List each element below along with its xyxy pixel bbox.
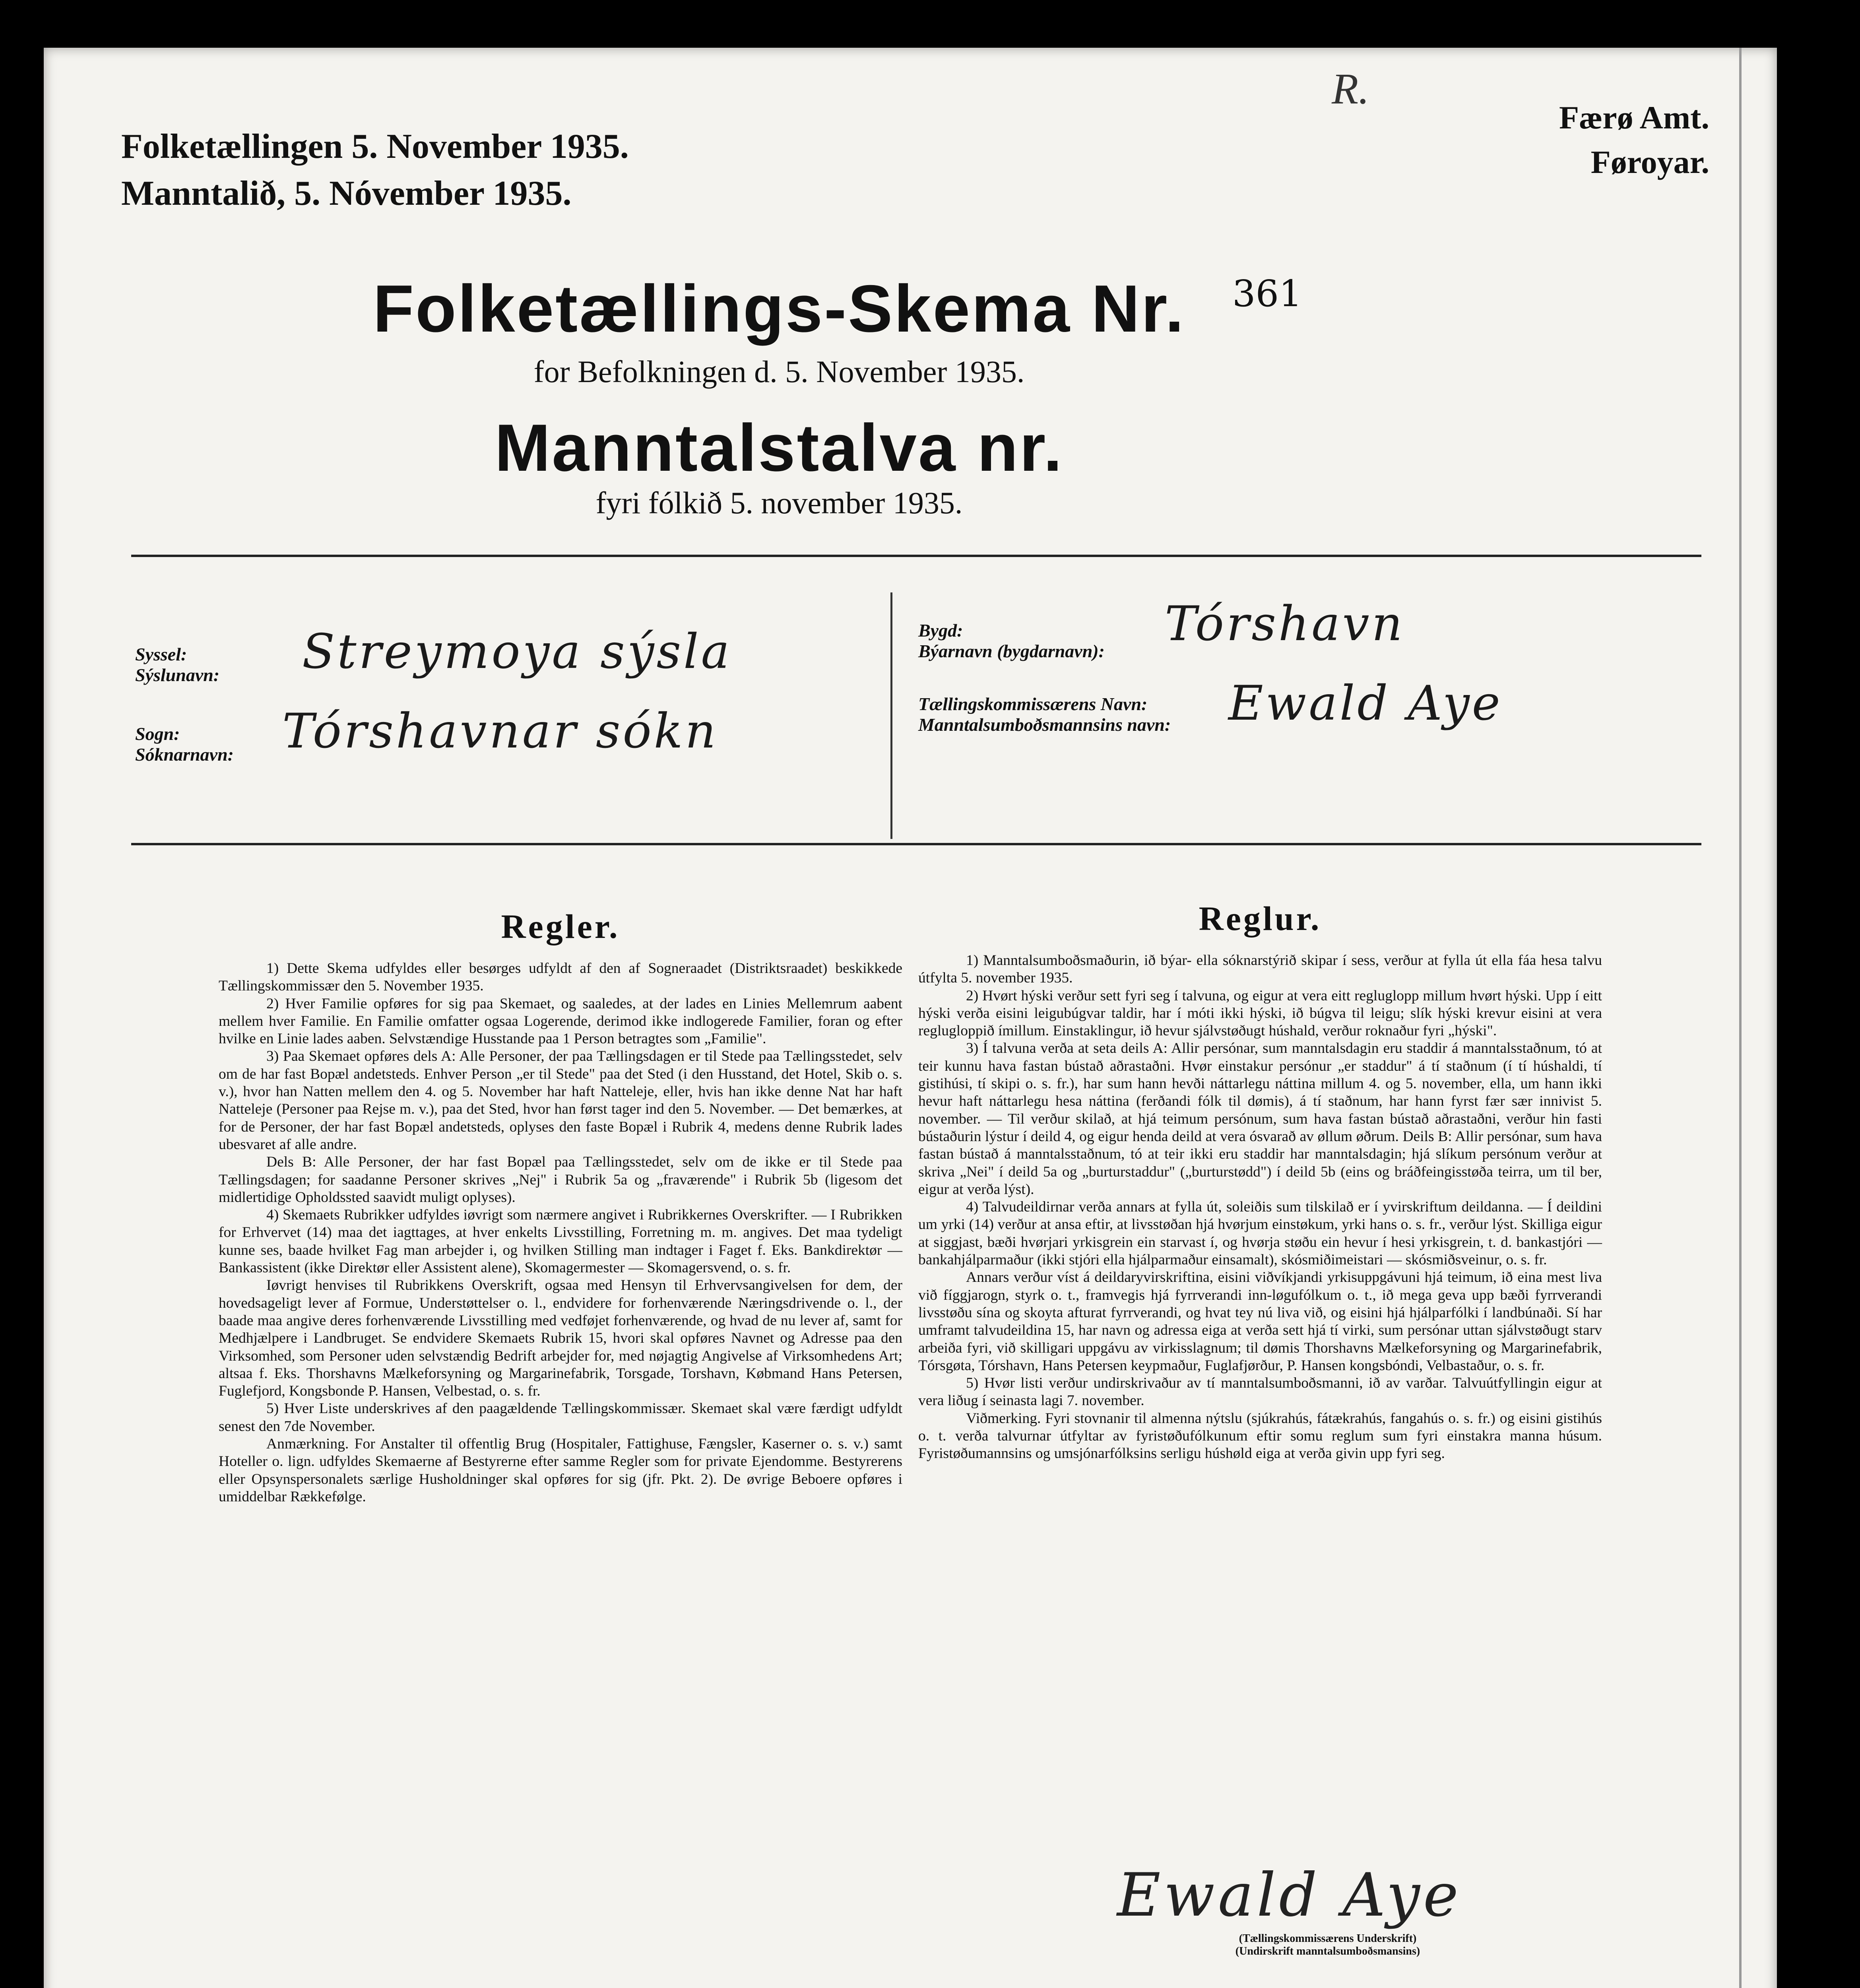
sogn-label [135, 724, 234, 765]
reglur-paragraph: Annars verður víst á deildaryvirskriftina, eisini viðvíkjandi yrkisuppgávuni hjá teimum, ið eina mest liva við fíggjarogn, styrk o. t., framvegis hjá fyrrverandi inn-løgufólkum o. t., ið mega geva upp bæði fyrrverandi livsstøðu sína og skoyta afturat fyrrverandi, og hvat tey nú liva við, og eisini hjá hjálparfólki í landbúnaði. Sí har umframt talvudeildina 15, har navn og adressa eiga at verða sett hjá tí virki, sum persónar uttan sjálvstøðugt starv arbeiða fyri, við skilligari uppgávu av virkisslagnum; til dømis Thorshavns Mælkeforsyning og Margarinefabrik, Tórsgøta, Tórshavn, Hans Petersen keypmaður, Fuglafjørður, P. Hansen kongsbóndi, Velbastaður, o. s. fr. [918, 1269, 1602, 1374]
page-edge-line [1739, 48, 1742, 1988]
bygd-label-da: Bygd: [918, 620, 963, 641]
reglur-paragraph: Viðmerking. Fyri stovnanir til almenna nýtslu (sjúkrahús, fátækrahús, fangahús o. s. fr.) og eisini gistihús o. t. verða talvurnar útfyltar av fyristøðufólkunum eftir somu reglum sum fyri einstakra manna húsum. Fyristøðumannsins og umsjónarfólksins serligu húshøld eiga at verða givin upp fyri seg. [918, 1410, 1602, 1462]
regler-paragraph: Anmærkning. For Anstalter til offentlig Brug (Hospitaler, Fattighuse, Fængsler, Kaserner o. s. v.) samt Hoteller o. lign. udfyldes Skemaerne af Bestyrerne efter samme Regler som for private Ejendomme. Bestyrerens eller Opsynspersonalets særlige Husholdninger skal opføres for sig (jfr. Pkt. 2). De øvrige Beboere opføres i umiddelbar Rækkefølge. [219, 1436, 902, 1505]
reglur-paragraph: 1) Manntalsumboðsmaðurin, ið býar- ella sóknarstýrið skipar í sess, verður at fylla út ella fáa hesa talvu útfylta 5. november 1935. [918, 952, 1602, 986]
middle-rule [131, 843, 1701, 845]
manntal-title: Manntalstalva nr. [495, 410, 1064, 485]
skema-subtitle: for Befolkningen d. 5. November 1935. [533, 354, 1025, 389]
regler-paragraph: 4) Skemaets Rubrikker udfyldes iøvrigt som nærmere angivet i Rubrikkernes Overskrifter. — I Rubrikken for Erhvervet (14) maa det iagttages, at hver enkelts Livsstilling, Forretning m. m. angives. Det maa tydeligt kunne ses, baade hvilket Fag man arbejder i, og hvilken Stilling man indtager i Faget f. Eks. Bankdirektør — Bankassistent (ikke Direktør eller Assistent alene), Skomagermester — Skomagersvend, o. s. fr. [219, 1207, 902, 1276]
top-rule [131, 555, 1701, 557]
sogn-label-da: Sogn: [135, 724, 180, 744]
skema-number: 361 [1232, 272, 1302, 315]
sogn-label-fo: Sóknarnavn: [135, 744, 234, 765]
reglur-paragraph: 2) Hvørt hýski verður sett fyri seg í talvuna, og eigur at vera eitt regluglopp millum hvørt hýski. Upp í eitt hýski verða eisini leigubúgvar taldir, har í móti ikki hýski, ið búgva til leigu; slík hýski krevur eisini at vera reglugloppið ímillum. Einstaklingur, ið hevur sjálvstøðugt húshald, verður roknaður fyri „hýski". [918, 987, 1602, 1039]
header-left [121, 123, 629, 217]
header-left-line2: Manntalið, 5. Nóvember 1935. [121, 174, 572, 213]
header-right-line2: Føroyar. [1590, 144, 1709, 180]
kommissaer-label-fo: Manntalsumboðsmannsins navn: [918, 714, 1171, 735]
signature-caption-fo: (Undirskrift manntalsumboðsmansins) [1235, 1945, 1420, 1957]
signature-caption [1149, 1932, 1507, 1958]
regler-title: Regler. [501, 907, 620, 945]
reglur-title: Reglur. [1199, 899, 1322, 938]
field-divider [890, 592, 892, 839]
regler-paragraph: 3) Paa Skemaet opføres dels A: Alle Personer, der paa Tællingsdagen er til Stede paa Tællingsstedet, selv om de har fast Bopæl andetsteds. Enhver Person „er til Stede" paa det Sted (i den Husstand, det Hotel, Skib o. s. v.), hvor han Natten mellem den 4. og 5. November har haft Natteleje, eller, hvis han ikke denne Nat har haft Natteleje (Personer paa Rejse m. v.), paa det Sted, hvor han først tager ind den 5. November. — Det bemærkes, at for de Personer, der har fast Bopæl andetsteds, oplyses den faste Bopæl i Rubrik 4, medens denne Rubrik lades ubesvaret af alle andre. [219, 1048, 902, 1153]
header-right-line1: Færø Amt. [1559, 99, 1709, 136]
reglur-paragraph: 4) Talvudeildirnar verða annars at fylla út, soleiðis sum tilskilað er í yvirskriftum deildanna. — Í deildini um yrki (14) verður at ansa eftir, at livsstøðan hjá hvørjum einstøkum, yrki hans o. s. fr., verður lýst. Skilliga eigur at siggjast, bæði hvørjari yrkisgrein ein starvast í, og hvørja støðu ein hevur í hesi yrkisgrein, t. d. bankastjóri — bankahjálparmaður (ikki stjóri ella hjálparmaður einsamalt), skósmiðimeistari — skósmiðsveinur, o. s. fr. [918, 1199, 1602, 1268]
reglur-paragraph: 5) Hvør listi verður undirskrivaður av tí manntalsumboðsmanni, ið av varðar. Talvuútfyllingin eigur at vera liðug í seinasta lagi 7. november. [918, 1375, 1602, 1409]
signature: Ewald Aye [1117, 1861, 1462, 1930]
sogn-value: Tórshavnar sókn [282, 704, 718, 759]
regler-paragraph: 2) Hver Familie opføres for sig paa Skemaet, og saaledes, at der lades en Linies Mellemrum aabent mellem hver Familie. En Familie omfatter ogsaa Logerende, derimod ikke indlogerede Familier, foran og efter hvilke en Linie lades aaben. Selvstændige Husstande paa 1 Person betragtes som „Familie". [219, 995, 902, 1047]
bygd-label-fo: Býarnavn (bygdarnavn): [918, 641, 1105, 661]
syssel-label [135, 644, 219, 685]
regler-column [219, 907, 902, 1506]
regler-paragraph: Dels B: Alle Personer, der har fast Bopæl paa Tællingsstedet, selv om de ikke er til Stede paa Tællingsdagen; for saadanne Personer skrives „Nej" i Rubrik 5a og „fraværende" i Rubrik 5b (ligesom det midlertidige Opholdssted saavidt muligt oplyses). [219, 1154, 902, 1206]
bygd-value: Tórshavn [1165, 596, 1405, 652]
syssel-label-da: Syssel: [135, 644, 187, 664]
skema-title-text: Folketællings-Skema Nr. [373, 271, 1185, 346]
syssel-label-fo: Sýslunavn: [135, 665, 220, 685]
header-right [1475, 95, 1709, 184]
regler-paragraph: Iøvrigt henvises til Rubrikkens Overskrift, ogsaa med Hensyn til Erhvervsangivelsen for dem, der hovedsageligt lever af Formue, Understøttelser o. l., endvidere for forhenværende Næringsdrivende o. l., der baade maa angive deres forhenværende Livsstilling med vedføjet forhenværende, og hvad de nu lever af, samt for Medhjælpere i Landbruget. Se endvidere Skemaets Rubrik 15, hvori skal opføres Navnet og Adresse paa den Virksomhed, som Personer uden selvstændig Bedrift arbejder for, med nøjagtig Angivelse af Virksomhedens Art; altsaa f. Eks. Thorshavns Mælkeforsyning og Margarinefabrik, Torsgade, Torshavn, Købmand Hans Petersen, Fuglefjord, Kongsbonde P. Hansen, Velbestad, o. s. fr. [219, 1277, 902, 1400]
kommissaer-label-da: Tællingskommissærens Navn: [918, 694, 1148, 714]
bygd-label [918, 620, 1105, 662]
regler-paragraph: 5) Hver Liste underskrives af den paagældende Tællingskommissær. Skemaet skal være færdigt udfyldt senest den 7de November. [219, 1400, 902, 1435]
reglur-paragraph: 3) Í talvuna verða at seta deils A: Allir persónar, sum manntalsdagin eru staddir á manntalsstaðnum, tó at teir kunnu hava fastan bústað aðrastaðni. Hvør einstakur persónur „er staddur" á tí staðnum (í tí húshaldi, tí gistihúsi, tí skipi o. s. fr.), har sum hann hevði náttarlegu náttina millum 4. og 5. november, ella, um hann ikki hevur haft náttarlegu hesa náttina (ferðandi fólk til dømis), á tí staðnum, har hann fyrst fær sær innivist 5. november. — Til verður skilað, at hjá teimum persónum, sum hava fastan bústað aðrastaðni, verður hin fasti bústaðurin lýstur í deild 4, og eigur henda deild at vera ósvarað av øllum øðrum. Deils B: Allir persónar, sum hava fastan bústað á manntalsstaðnum, tó at teir ikki eru staddir har manntalsdagin; hjá slíkum persónum verður at skriva „Nei" í deild 5a og „burturstaddur" („burturstødd") í deild 5b (eins og bráðfeingisstøða teirra, um til ber, eigur at verða lýst). [918, 1040, 1602, 1198]
header-left-line1: Folketællingen 5. November 1935. [121, 127, 629, 166]
top-mark: R. [1332, 64, 1369, 113]
manntal-subtitle: fyri fólkið 5. november 1935. [595, 485, 963, 520]
kommissaer-value: Ewald Aye [1228, 676, 1503, 731]
signature-caption-da: (Tællingskommissærens Underskrift) [1239, 1932, 1417, 1945]
regler-paragraph: 1) Dette Skema udfyldes eller besørges udfyldt af den af Sogneraadet (Distriktsraadet) beskikkede Tællingskommissær den 5. November 1935. [219, 960, 902, 994]
kommissaer-label [918, 694, 1171, 735]
syssel-value: Streymoya sýsla [302, 624, 732, 679]
census-form-page [44, 48, 1777, 1988]
reglur-column [918, 899, 1602, 1463]
